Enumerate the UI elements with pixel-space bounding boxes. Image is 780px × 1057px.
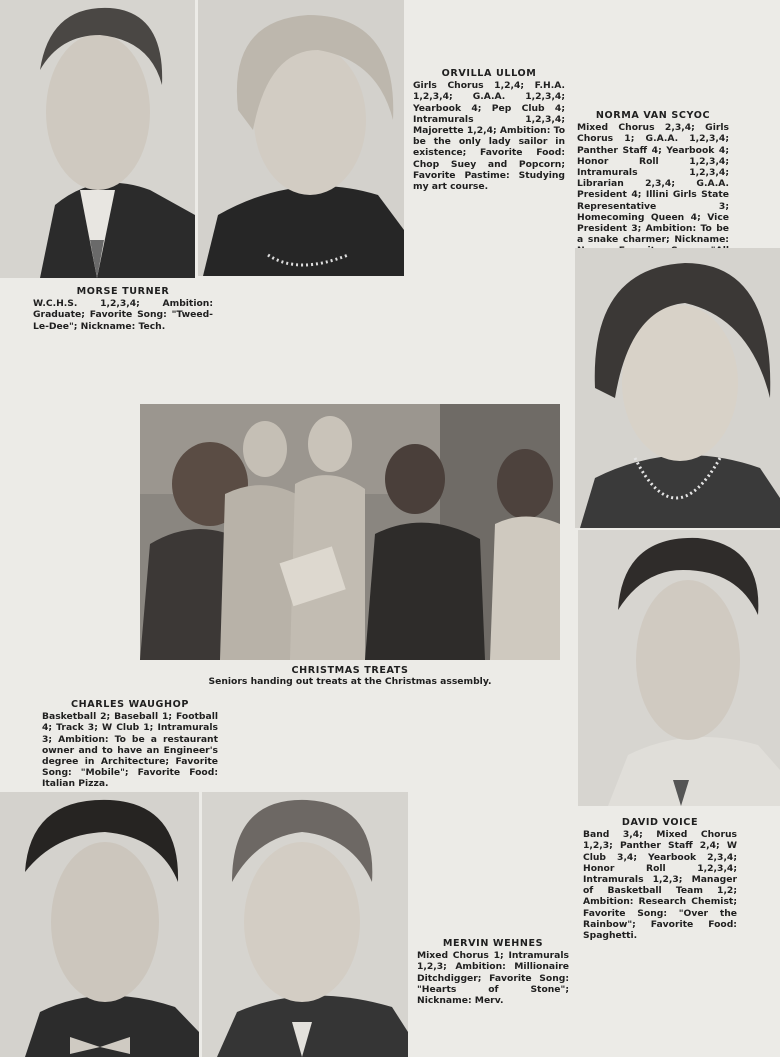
student-activities: W.C.H.S. 1,2,3,4; Ambition: Graduate; Favorite Song: "Tweed-Le-Dee"; Nickname: Tech. (33, 298, 213, 332)
student-name: MERVIN WEHNES (442, 938, 544, 949)
group-photo-caption (140, 665, 560, 687)
student-activities: Girls Chorus 1,2,4; F.H.A. 1,2,3,4; G.A.A. 1,2,3,4; Yearbook 4; Pep Club 4; Intramurals 1,2,3,4; Majorette 1,2,4; Ambition: To be the only lady sailor in existence; Favorite Food: Chop Suey and Popcorn; Favorite Pastime: Studying my art course. (413, 80, 565, 193)
portrait-david-voice (578, 530, 780, 806)
bio-david-voice (583, 817, 737, 941)
group-photo-christmas-treats (140, 404, 560, 660)
bio-norma-van-scyoc (577, 110, 729, 268)
student-activities: Basketball 2; Baseball 1; Football 4; Track 3; W Club 1; Intramurals 3; Ambition: To be a restaurant owner and to have an Engineer's degree in Architecture; Favorite Song: "Mobile"; Favorite Food: Italian Pizza. (42, 711, 218, 790)
student-name: DAVID VOICE (621, 817, 699, 828)
student-name: CHARLES WAUGHOP (71, 699, 189, 710)
student-name: NORMA VAN SCYOC (595, 110, 711, 121)
portrait-orvilla-ullom (198, 0, 404, 276)
portrait-mervin-wehnes (202, 792, 408, 1057)
student-activities: Band 3,4; Mixed Chorus 1,2,3; Panther Staff 2,4; W Club 3,4; Yearbook 2,3,4; Honor Roll 1,2,3,4; Intramurals 1,2,3; Manager of Basketball Team 1,2; Ambition: Research Chemist; Favorite Song: "Over the Rainbow"; Favorite Food: Spaghetti. (583, 829, 737, 942)
bio-mervin-wehnes (417, 938, 569, 1006)
caption-text: Seniors handing out treats at the Christmas assembly. (208, 676, 492, 687)
student-name: ORVILLA ULLOM (441, 68, 537, 79)
bio-morse-turner (33, 286, 213, 332)
portrait-norma-van-scyoc (575, 248, 780, 528)
student-activities: Mixed Chorus 1; Intramurals 1,2,3; Ambition: Millionaire Ditchdigger; Favorite Song: "Hearts of Stone"; Nickname: Merv. (417, 950, 569, 1007)
bio-orvilla-ullom (413, 68, 565, 192)
student-name: MORSE TURNER (76, 286, 170, 297)
portrait-charles-waughop (0, 792, 199, 1057)
bio-charles-waughop (42, 699, 218, 790)
portrait-morse-turner (0, 0, 195, 278)
student-activities: Mixed Chorus 2,3,4; Girls Chorus 1; G.A.A. 1,2,3,4; Panther Staff 4; Yearbook 4; Honor Roll 1,2,3,4; Intramurals 1,2,3,4; Librarian 2,3,4; G.A.A. President 4; Illini Girls State Representative 3; Homecoming Queen 4; Vice President 3; Ambition: To be a snake charmer; Nickname: (577, 122, 729, 246)
caption-title: CHRISTMAS TREATS (291, 665, 409, 676)
